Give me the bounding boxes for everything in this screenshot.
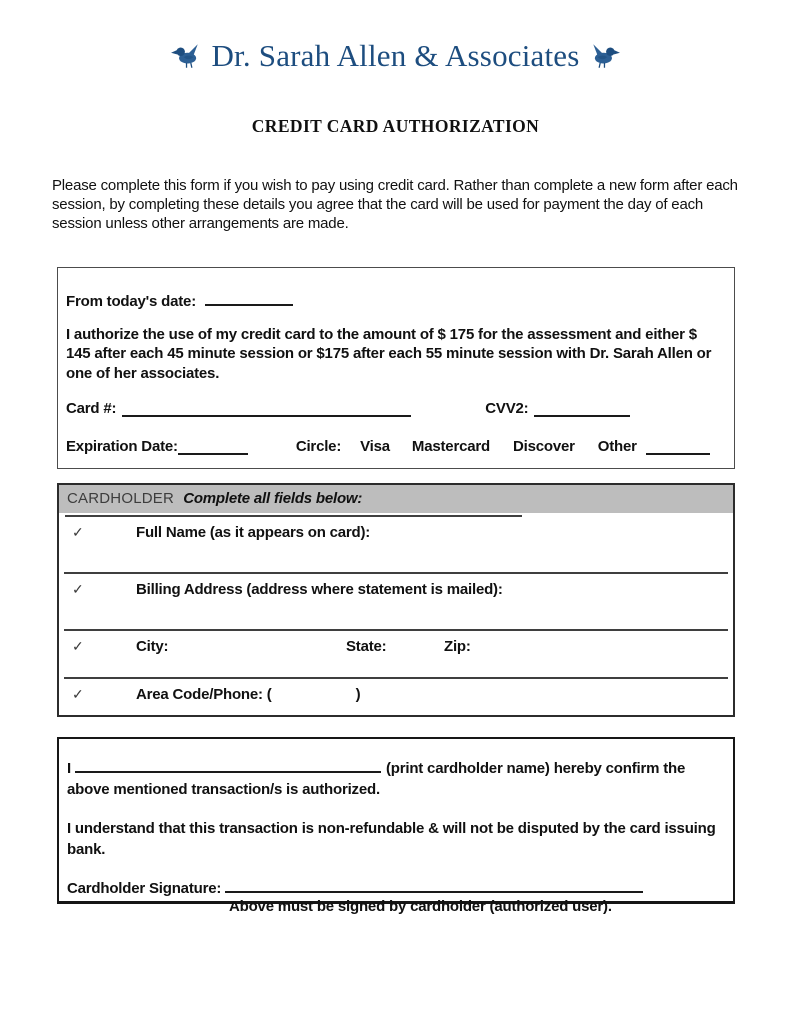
card-option-discover[interactable]: Discover <box>512 438 575 456</box>
city-state-zip-row[interactable] <box>59 631 733 677</box>
check-icon: ✓ <box>72 637 84 654</box>
other-card-input-line[interactable] <box>646 441 710 455</box>
card-option-other[interactable]: Other <box>597 438 637 456</box>
cvv2-input-line[interactable] <box>534 403 630 417</box>
authorization-box <box>57 267 735 469</box>
confirmation-box <box>57 737 735 915</box>
bird-logo-icon <box>170 43 202 69</box>
check-icon: ✓ <box>72 580 84 597</box>
bird-logo-icon <box>589 43 621 69</box>
from-date-label: From today's date: <box>66 292 196 310</box>
zip-label: Zip: <box>444 637 471 655</box>
confirmation-statement <box>67 758 725 800</box>
full-name-row[interactable] <box>59 517 733 572</box>
signature-row <box>67 879 725 897</box>
confirmation-text: (print cardholder name) hereby confirm the above mentioned transaction/s is authorized. <box>67 759 686 798</box>
authorization-text: I authorize the use of my credit card to the amount of $ 175 for the assessment and either $ 145 after each 45 minute session or $175 after each 55 minute session with Dr. Sarah Allen or one of her associates. <box>66 325 712 382</box>
city-label: City: <box>136 637 169 655</box>
circle-label: Circle: <box>295 438 342 456</box>
cardholder-instruction: Complete all fields below: <box>183 489 363 507</box>
signature-input-line[interactable] <box>225 879 643 893</box>
from-date-input-line[interactable] <box>205 292 293 306</box>
expiration-label: Expiration Date: <box>66 438 178 456</box>
state-label: State: <box>346 637 387 655</box>
phone-close-paren: ) <box>355 685 361 703</box>
non-refundable-statement: I understand that this transaction is non-refundable & will not be disputed by the card issuing bank. <box>67 819 716 858</box>
full-name-label: Full Name (as it appears on card): <box>136 523 371 541</box>
card-number-label: Card #: <box>66 400 117 418</box>
card-number-input-line[interactable] <box>122 403 411 417</box>
card-option-mastercard[interactable]: Mastercard <box>411 438 490 456</box>
printed-name-input-line[interactable] <box>75 759 381 773</box>
check-icon: ✓ <box>72 523 84 540</box>
brand-header <box>0 0 791 74</box>
check-icon: ✓ <box>72 685 84 702</box>
from-date-row <box>66 292 726 310</box>
i-label: I <box>67 759 71 777</box>
signature-label: Cardholder Signature: <box>67 879 222 897</box>
expiration-input-line[interactable] <box>178 441 248 455</box>
document-title: CREDIT CARD AUTHORIZATION <box>251 116 540 136</box>
cardholder-title: CARDHOLDER <box>67 489 175 507</box>
cardholder-box <box>57 483 735 717</box>
clinic-name: Dr. Sarah Allen & Associates <box>211 38 580 73</box>
signature-note: Above must be signed by cardholder (authorized user). <box>229 897 612 915</box>
phone-row[interactable] <box>59 679 733 715</box>
cardholder-header-bar <box>59 485 733 513</box>
expiration-row <box>66 438 726 455</box>
cvv2-label: CVV2: <box>485 400 529 418</box>
billing-address-row[interactable] <box>59 574 733 629</box>
card-option-visa[interactable]: Visa <box>360 438 390 456</box>
card-number-row <box>66 400 726 417</box>
phone-label: Area Code/Phone: ( <box>136 685 272 703</box>
billing-address-label: Billing Address (address where statement is mailed): <box>136 580 503 598</box>
intro-paragraph: Please complete this form if you wish to pay using credit card. Rather than complete a new form after each session, by completing these details you agree that the card will be used for payment the day of each session unless other arrangements are made. <box>52 177 738 233</box>
